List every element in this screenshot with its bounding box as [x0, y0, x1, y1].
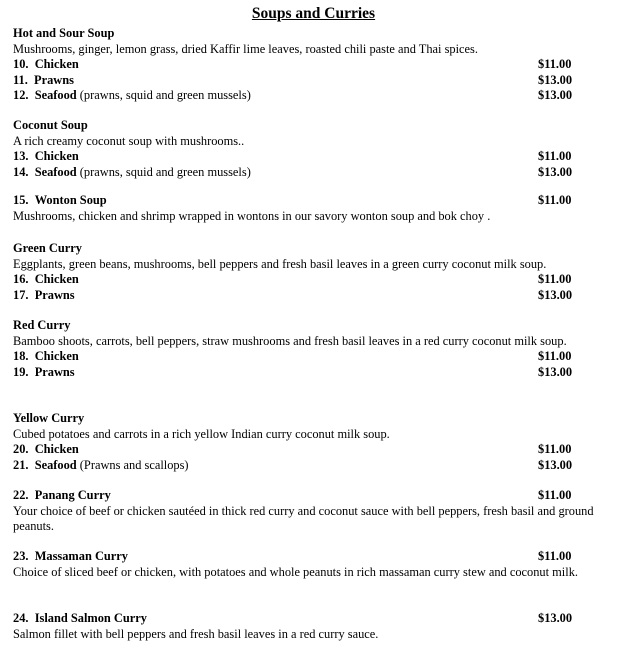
item-name: Seafood: [34, 88, 77, 102]
item-number: 23.: [13, 549, 29, 563]
section-heading-row: [13, 611, 613, 627]
item-name: Chicken: [34, 149, 79, 163]
section-panang-curry: [13, 488, 613, 535]
section-heading-row: [13, 488, 613, 504]
page-title: Soups and Curries: [251, 5, 376, 22]
section-yellow-curry: [13, 411, 613, 473]
section-description: Your choice of beef or chicken sautéed in thick red curry and coconut sauce with bell peppers, fresh basil and ground peanuts.: [13, 503, 594, 533]
section-red-curry: [13, 318, 613, 380]
menu-item: [13, 149, 613, 165]
item-number: 24.: [13, 611, 29, 625]
item-price: $13.00: [538, 364, 573, 379]
section-hot-and-sour-soup: [13, 26, 613, 104]
item-number: 17.: [13, 287, 29, 302]
item-extra: (prawns, squid and green mussels): [76, 164, 251, 179]
section-island-salmon-curry: [13, 611, 613, 642]
section-description: Cubed potatoes and carrots in a rich yellow Indian curry coconut milk soup.: [13, 426, 390, 441]
section-heading-row: [13, 193, 613, 209]
item-number: 15.: [13, 193, 29, 207]
section-description: Choice of sliced beef or chicken, with potatoes and whole peanuts in rich massaman curry stew and coconut milk.: [13, 564, 578, 579]
item-price: $11.00: [538, 549, 572, 563]
item-number: 11.: [13, 72, 28, 87]
item-price: $11.00: [538, 488, 572, 502]
section-heading: Coconut Soup: [13, 118, 88, 132]
item-price: $13.00: [538, 88, 573, 102]
item-price: $13.00: [538, 457, 573, 472]
section-heading: Red Curry: [13, 318, 71, 332]
section-heading: Hot and Sour Soup: [13, 26, 115, 40]
section-description: A rich creamy coconut soup with mushrooms..: [13, 133, 245, 148]
menu-item: [13, 288, 613, 304]
section-heading: Green Curry: [13, 241, 82, 255]
section-heading: Panang Curry: [34, 488, 111, 502]
menu-item: [13, 73, 613, 89]
item-number: 21.: [13, 457, 29, 472]
item-price: $11.00: [538, 193, 572, 207]
item-price: $13.00: [538, 287, 573, 302]
section-heading: Island Salmon Curry: [34, 611, 147, 625]
item-number: 10.: [13, 57, 29, 71]
item-price: $13.00: [538, 611, 573, 625]
section-coconut-soup: [13, 118, 613, 180]
menu-item: [13, 272, 613, 288]
item-number: 22.: [13, 488, 29, 502]
menu-item: [13, 365, 613, 381]
item-number: 14.: [13, 164, 29, 179]
section-description: Mushrooms, ginger, lemon grass, dried Kaffir lime leaves, roasted chili paste and Thai spices.: [13, 41, 478, 56]
item-price: $13.00: [538, 164, 573, 179]
item-number: 13.: [13, 149, 29, 163]
item-name: Chicken: [34, 442, 79, 456]
item-number: 19.: [13, 364, 29, 379]
item-name: Prawns: [34, 72, 74, 87]
item-name: Chicken: [34, 349, 79, 363]
menu-item: [13, 349, 613, 365]
item-price: $11.00: [538, 349, 572, 363]
item-name: Chicken: [34, 272, 79, 286]
menu-item: [13, 88, 613, 104]
section-description: Mushrooms, chicken and shrimp wrapped in wontons in our savory wonton soup and bok choy .: [13, 208, 491, 223]
item-name: Seafood: [34, 164, 77, 179]
item-name: Seafood: [34, 457, 77, 472]
item-number: 20.: [13, 442, 29, 456]
item-price: $11.00: [538, 272, 572, 286]
section-description: Salmon fillet with bell peppers and fresh basil leaves in a red curry sauce.: [13, 626, 379, 641]
item-name: Chicken: [34, 57, 79, 71]
item-price: $11.00: [538, 442, 572, 456]
section-description: Bamboo shoots, carrots, bell peppers, straw mushrooms and fresh basil leaves in a red curry coconut milk soup.: [13, 333, 567, 348]
menu-item: [13, 458, 613, 474]
item-number: 16.: [13, 272, 29, 286]
item-extra: (Prawns and scallops): [76, 457, 189, 472]
section-heading-row: [13, 549, 613, 565]
menu-item: [13, 442, 613, 458]
item-price: $13.00: [538, 72, 573, 87]
section-description: Eggplants, green beans, mushrooms, bell peppers and fresh basil leaves in a green curry coconut milk soup.: [13, 256, 547, 271]
section-massaman-curry: [13, 549, 613, 580]
item-number: 18.: [13, 349, 29, 363]
menu-item: [13, 57, 613, 73]
menu-item: [13, 165, 613, 181]
item-extra: (prawns, squid and green mussels): [76, 88, 251, 102]
section-heading: Wonton Soup: [34, 193, 107, 207]
item-name: Prawns: [34, 287, 75, 302]
section-wonton-soup: [13, 193, 613, 224]
item-price: $11.00: [538, 57, 572, 71]
item-number: 12.: [13, 88, 29, 102]
item-price: $11.00: [538, 149, 572, 163]
section-green-curry: [13, 241, 613, 303]
item-name: Prawns: [34, 364, 75, 379]
section-heading: Yellow Curry: [13, 411, 85, 425]
section-heading: Massaman Curry: [34, 549, 128, 563]
